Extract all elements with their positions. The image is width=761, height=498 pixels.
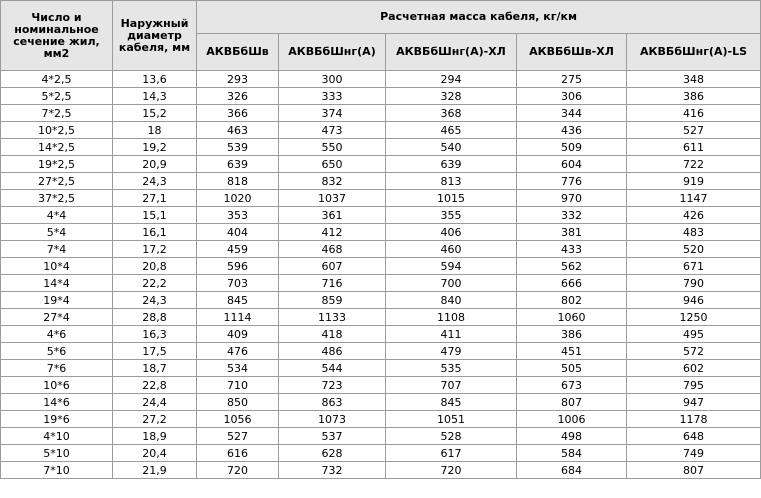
cell-mass-akvbbshng-a: 716 <box>279 275 386 292</box>
cell-mass-akvbbshng-a-hl: 1108 <box>386 309 517 326</box>
table-row <box>1 445 761 462</box>
cell-outer-diameter: 17,2 <box>113 241 197 258</box>
table-row <box>1 224 761 241</box>
cell-mass-akvbbshv-hl: 433 <box>517 241 627 258</box>
cell-mass-akvbbshng-a-ls: 1147 <box>627 190 761 207</box>
cell-mass-akvbbshng-a-hl: 720 <box>386 462 517 479</box>
cell-outer-diameter: 20,9 <box>113 156 197 173</box>
cell-mass-akvbbshv-hl: 562 <box>517 258 627 275</box>
cell-mass-akvbbshng-a-ls: 520 <box>627 241 761 258</box>
cell-mass-akvbbshng-a-hl: 840 <box>386 292 517 309</box>
cell-mass-akvbbshv: 1114 <box>197 309 279 326</box>
header-outer-diameter: Наружный диаметр кабеля, мм <box>113 1 197 71</box>
cell-mass-akvbbshv-hl: 776 <box>517 173 627 190</box>
cell-mass-akvbbshng-a-hl: 411 <box>386 326 517 343</box>
cell-mass-akvbbshv-hl: 509 <box>517 139 627 156</box>
header-type-akvbbshng-a-ls: АКВБбШнг(А)-LS <box>627 34 761 71</box>
cell-mass-akvbbshv: 476 <box>197 343 279 360</box>
cell-mass-akvbbshv-hl: 505 <box>517 360 627 377</box>
cell-mass-akvbbshng-a-ls: 946 <box>627 292 761 309</box>
cell-mass-akvbbshng-a: 607 <box>279 258 386 275</box>
cell-mass-akvbbshng-a: 537 <box>279 428 386 445</box>
table-row <box>1 156 761 173</box>
cell-mass-akvbbshv: 459 <box>197 241 279 258</box>
cell-mass-akvbbshng-a: 544 <box>279 360 386 377</box>
cell-mass-akvbbshng-a-hl: 707 <box>386 377 517 394</box>
cell-count-section: 10*2,5 <box>1 122 113 139</box>
table-row <box>1 326 761 343</box>
cell-mass-akvbbshng-a-hl: 294 <box>386 71 517 88</box>
cell-outer-diameter: 24,4 <box>113 394 197 411</box>
table-row <box>1 292 761 309</box>
table-header <box>1 1 761 71</box>
cell-mass-akvbbshv: 845 <box>197 292 279 309</box>
cell-mass-akvbbshng-a: 418 <box>279 326 386 343</box>
cell-count-section: 4*4 <box>1 207 113 224</box>
cell-count-section: 27*2,5 <box>1 173 113 190</box>
table-row <box>1 343 761 360</box>
cell-outer-diameter: 21,9 <box>113 462 197 479</box>
cell-mass-akvbbshv: 366 <box>197 105 279 122</box>
cell-mass-akvbbshng-a-hl: 328 <box>386 88 517 105</box>
cell-mass-akvbbshng-a-hl: 845 <box>386 394 517 411</box>
cell-mass-akvbbshv-hl: 1060 <box>517 309 627 326</box>
cell-count-section: 14*6 <box>1 394 113 411</box>
cell-count-section: 10*4 <box>1 258 113 275</box>
cell-mass-akvbbshv-hl: 684 <box>517 462 627 479</box>
header-count-section: Число и номинальное сечение жил, мм2 <box>1 1 113 71</box>
cell-mass-akvbbshng-a: 650 <box>279 156 386 173</box>
cell-mass-akvbbshng-a: 361 <box>279 207 386 224</box>
cell-count-section: 5*10 <box>1 445 113 462</box>
table-row <box>1 122 761 139</box>
header-type-akvbbshng-a: АКВБбШнг(А) <box>279 34 386 71</box>
cell-outer-diameter: 20,8 <box>113 258 197 275</box>
cell-outer-diameter: 20,4 <box>113 445 197 462</box>
cell-mass-akvbbshv-hl: 332 <box>517 207 627 224</box>
cell-mass-akvbbshv-hl: 604 <box>517 156 627 173</box>
cell-mass-akvbbshv: 293 <box>197 71 279 88</box>
cell-mass-akvbbshv: 1020 <box>197 190 279 207</box>
cell-outer-diameter: 28,8 <box>113 309 197 326</box>
cell-mass-akvbbshng-a: 628 <box>279 445 386 462</box>
cell-count-section: 5*4 <box>1 224 113 241</box>
cell-mass-akvbbshng-a-ls: 348 <box>627 71 761 88</box>
cell-mass-akvbbshv-hl: 451 <box>517 343 627 360</box>
cell-mass-akvbbshv-hl: 386 <box>517 326 627 343</box>
cell-outer-diameter: 18 <box>113 122 197 139</box>
cell-mass-akvbbshng-a: 412 <box>279 224 386 241</box>
table-row <box>1 377 761 394</box>
cell-mass-akvbbshng-a-hl: 535 <box>386 360 517 377</box>
cell-mass-akvbbshng-a-hl: 355 <box>386 207 517 224</box>
cell-count-section: 14*4 <box>1 275 113 292</box>
table-row <box>1 275 761 292</box>
cell-mass-akvbbshv: 534 <box>197 360 279 377</box>
cell-count-section: 7*4 <box>1 241 113 258</box>
cell-mass-akvbbshv-hl: 673 <box>517 377 627 394</box>
cell-mass-akvbbshng-a-hl: 460 <box>386 241 517 258</box>
cell-mass-akvbbshng-a-hl: 700 <box>386 275 517 292</box>
cell-mass-akvbbshv: 818 <box>197 173 279 190</box>
cell-mass-akvbbshng-a-hl: 1015 <box>386 190 517 207</box>
cell-mass-akvbbshv: 720 <box>197 462 279 479</box>
cell-mass-akvbbshng-a: 1133 <box>279 309 386 326</box>
cell-count-section: 7*6 <box>1 360 113 377</box>
cell-mass-akvbbshng-a-hl: 368 <box>386 105 517 122</box>
cell-count-section: 7*10 <box>1 462 113 479</box>
cell-count-section: 7*2,5 <box>1 105 113 122</box>
cell-mass-akvbbshv: 1056 <box>197 411 279 428</box>
table-row <box>1 360 761 377</box>
cell-count-section: 5*6 <box>1 343 113 360</box>
cell-mass-akvbbshng-a: 374 <box>279 105 386 122</box>
table-row <box>1 139 761 156</box>
cell-mass-akvbbshng-a: 473 <box>279 122 386 139</box>
cell-mass-akvbbshng-a-hl: 1051 <box>386 411 517 428</box>
table-row <box>1 258 761 275</box>
cell-outer-diameter: 24,3 <box>113 173 197 190</box>
header-cable-mass: Расчетная масса кабеля, кг/км <box>197 1 761 34</box>
cell-mass-akvbbshng-a: 863 <box>279 394 386 411</box>
cell-mass-akvbbshng-a-ls: 795 <box>627 377 761 394</box>
cell-mass-akvbbshv-hl: 1006 <box>517 411 627 428</box>
cell-outer-diameter: 15,1 <box>113 207 197 224</box>
cell-outer-diameter: 27,1 <box>113 190 197 207</box>
table-row <box>1 207 761 224</box>
cell-mass-akvbbshng-a-ls: 947 <box>627 394 761 411</box>
cell-mass-akvbbshng-a-ls: 648 <box>627 428 761 445</box>
table-row <box>1 394 761 411</box>
cell-mass-akvbbshng-a: 732 <box>279 462 386 479</box>
cell-mass-akvbbshng-a-hl: 528 <box>386 428 517 445</box>
cell-mass-akvbbshng-a-ls: 611 <box>627 139 761 156</box>
table-row <box>1 411 761 428</box>
cell-mass-akvbbshng-a: 723 <box>279 377 386 394</box>
cell-mass-akvbbshng-a: 300 <box>279 71 386 88</box>
cell-mass-akvbbshv-hl: 807 <box>517 394 627 411</box>
cell-count-section: 4*6 <box>1 326 113 343</box>
table-row <box>1 309 761 326</box>
cell-mass-akvbbshv-hl: 970 <box>517 190 627 207</box>
cell-mass-akvbbshv: 616 <box>197 445 279 462</box>
cell-mass-akvbbshv: 539 <box>197 139 279 156</box>
cell-mass-akvbbshv-hl: 275 <box>517 71 627 88</box>
header-type-akvbbshv: АКВБбШв <box>197 34 279 71</box>
cell-mass-akvbbshng-a: 832 <box>279 173 386 190</box>
cell-mass-akvbbshv: 527 <box>197 428 279 445</box>
header-type-akvbbshng-a-hl: АКВБбШнг(А)-ХЛ <box>386 34 517 71</box>
cell-mass-akvbbshng-a-ls: 671 <box>627 258 761 275</box>
cell-count-section: 5*2,5 <box>1 88 113 105</box>
table-row <box>1 173 761 190</box>
cell-count-section: 19*6 <box>1 411 113 428</box>
cell-outer-diameter: 17,5 <box>113 343 197 360</box>
cell-outer-diameter: 24,3 <box>113 292 197 309</box>
cell-mass-akvbbshng-a-ls: 495 <box>627 326 761 343</box>
cell-outer-diameter: 16,1 <box>113 224 197 241</box>
cell-mass-akvbbshv-hl: 498 <box>517 428 627 445</box>
cell-mass-akvbbshv-hl: 436 <box>517 122 627 139</box>
cell-mass-akvbbshng-a: 550 <box>279 139 386 156</box>
cell-mass-akvbbshng-a-hl: 639 <box>386 156 517 173</box>
cell-outer-diameter: 22,8 <box>113 377 197 394</box>
cell-mass-akvbbshng-a: 1037 <box>279 190 386 207</box>
cell-mass-akvbbshng-a: 1073 <box>279 411 386 428</box>
cell-mass-akvbbshng-a-ls: 572 <box>627 343 761 360</box>
table-row <box>1 190 761 207</box>
cell-mass-akvbbshng-a-ls: 1178 <box>627 411 761 428</box>
cell-mass-akvbbshv: 710 <box>197 377 279 394</box>
cell-mass-akvbbshng-a-ls: 807 <box>627 462 761 479</box>
cell-outer-diameter: 22,2 <box>113 275 197 292</box>
cell-outer-diameter: 13,6 <box>113 71 197 88</box>
cell-mass-akvbbshv-hl: 306 <box>517 88 627 105</box>
cell-mass-akvbbshv: 326 <box>197 88 279 105</box>
cell-mass-akvbbshv: 409 <box>197 326 279 343</box>
cell-count-section: 10*6 <box>1 377 113 394</box>
cell-outer-diameter: 27,2 <box>113 411 197 428</box>
cell-outer-diameter: 14,3 <box>113 88 197 105</box>
cell-mass-akvbbshng-a-hl: 813 <box>386 173 517 190</box>
table-row <box>1 88 761 105</box>
cell-outer-diameter: 18,9 <box>113 428 197 445</box>
cell-mass-akvbbshv: 703 <box>197 275 279 292</box>
cell-count-section: 4*10 <box>1 428 113 445</box>
cell-mass-akvbbshng-a: 859 <box>279 292 386 309</box>
cell-outer-diameter: 15,2 <box>113 105 197 122</box>
cell-count-section: 14*2,5 <box>1 139 113 156</box>
cell-mass-akvbbshv: 596 <box>197 258 279 275</box>
cell-mass-akvbbshng-a-hl: 594 <box>386 258 517 275</box>
cell-mass-akvbbshng-a-ls: 790 <box>627 275 761 292</box>
cell-mass-akvbbshng-a-hl: 465 <box>386 122 517 139</box>
cell-mass-akvbbshng-a-ls: 919 <box>627 173 761 190</box>
cell-count-section: 27*4 <box>1 309 113 326</box>
cell-mass-akvbbshv-hl: 802 <box>517 292 627 309</box>
table-body <box>1 71 761 479</box>
cell-count-section: 37*2,5 <box>1 190 113 207</box>
cell-mass-akvbbshv-hl: 381 <box>517 224 627 241</box>
cell-outer-diameter: 16,3 <box>113 326 197 343</box>
cell-mass-akvbbshng-a-ls: 483 <box>627 224 761 241</box>
cell-count-section: 19*2,5 <box>1 156 113 173</box>
table-row <box>1 462 761 479</box>
table-row <box>1 241 761 258</box>
cell-mass-akvbbshng-a-hl: 479 <box>386 343 517 360</box>
cell-mass-akvbbshv: 404 <box>197 224 279 241</box>
cell-mass-akvbbshng-a-ls: 722 <box>627 156 761 173</box>
cell-mass-akvbbshng-a-hl: 406 <box>386 224 517 241</box>
cell-mass-akvbbshng-a-hl: 540 <box>386 139 517 156</box>
cell-mass-akvbbshv: 850 <box>197 394 279 411</box>
cell-mass-akvbbshv-hl: 666 <box>517 275 627 292</box>
cell-mass-akvbbshng-a: 468 <box>279 241 386 258</box>
cell-mass-akvbbshng-a-ls: 527 <box>627 122 761 139</box>
cell-mass-akvbbshng-a-ls: 602 <box>627 360 761 377</box>
cell-mass-akvbbshng-a-ls: 426 <box>627 207 761 224</box>
cell-mass-akvbbshv-hl: 584 <box>517 445 627 462</box>
table-row <box>1 71 761 88</box>
cell-mass-akvbbshng-a-ls: 386 <box>627 88 761 105</box>
table-row <box>1 428 761 445</box>
cell-mass-akvbbshng-a-hl: 617 <box>386 445 517 462</box>
cell-outer-diameter: 18,7 <box>113 360 197 377</box>
cell-count-section: 19*4 <box>1 292 113 309</box>
cell-mass-akvbbshv: 463 <box>197 122 279 139</box>
cell-outer-diameter: 19,2 <box>113 139 197 156</box>
cell-mass-akvbbshng-a-ls: 1250 <box>627 309 761 326</box>
table-row <box>1 105 761 122</box>
cell-mass-akvbbshng-a: 333 <box>279 88 386 105</box>
cell-mass-akvbbshng-a: 486 <box>279 343 386 360</box>
cell-count-section: 4*2,5 <box>1 71 113 88</box>
cell-mass-akvbbshv-hl: 344 <box>517 105 627 122</box>
cell-mass-akvbbshv: 639 <box>197 156 279 173</box>
cell-mass-akvbbshng-a-ls: 749 <box>627 445 761 462</box>
header-type-akvbbshv-hl: АКВБбШв-ХЛ <box>517 34 627 71</box>
cell-mass-akvbbshv: 353 <box>197 207 279 224</box>
cell-mass-akvbbshng-a-ls: 416 <box>627 105 761 122</box>
